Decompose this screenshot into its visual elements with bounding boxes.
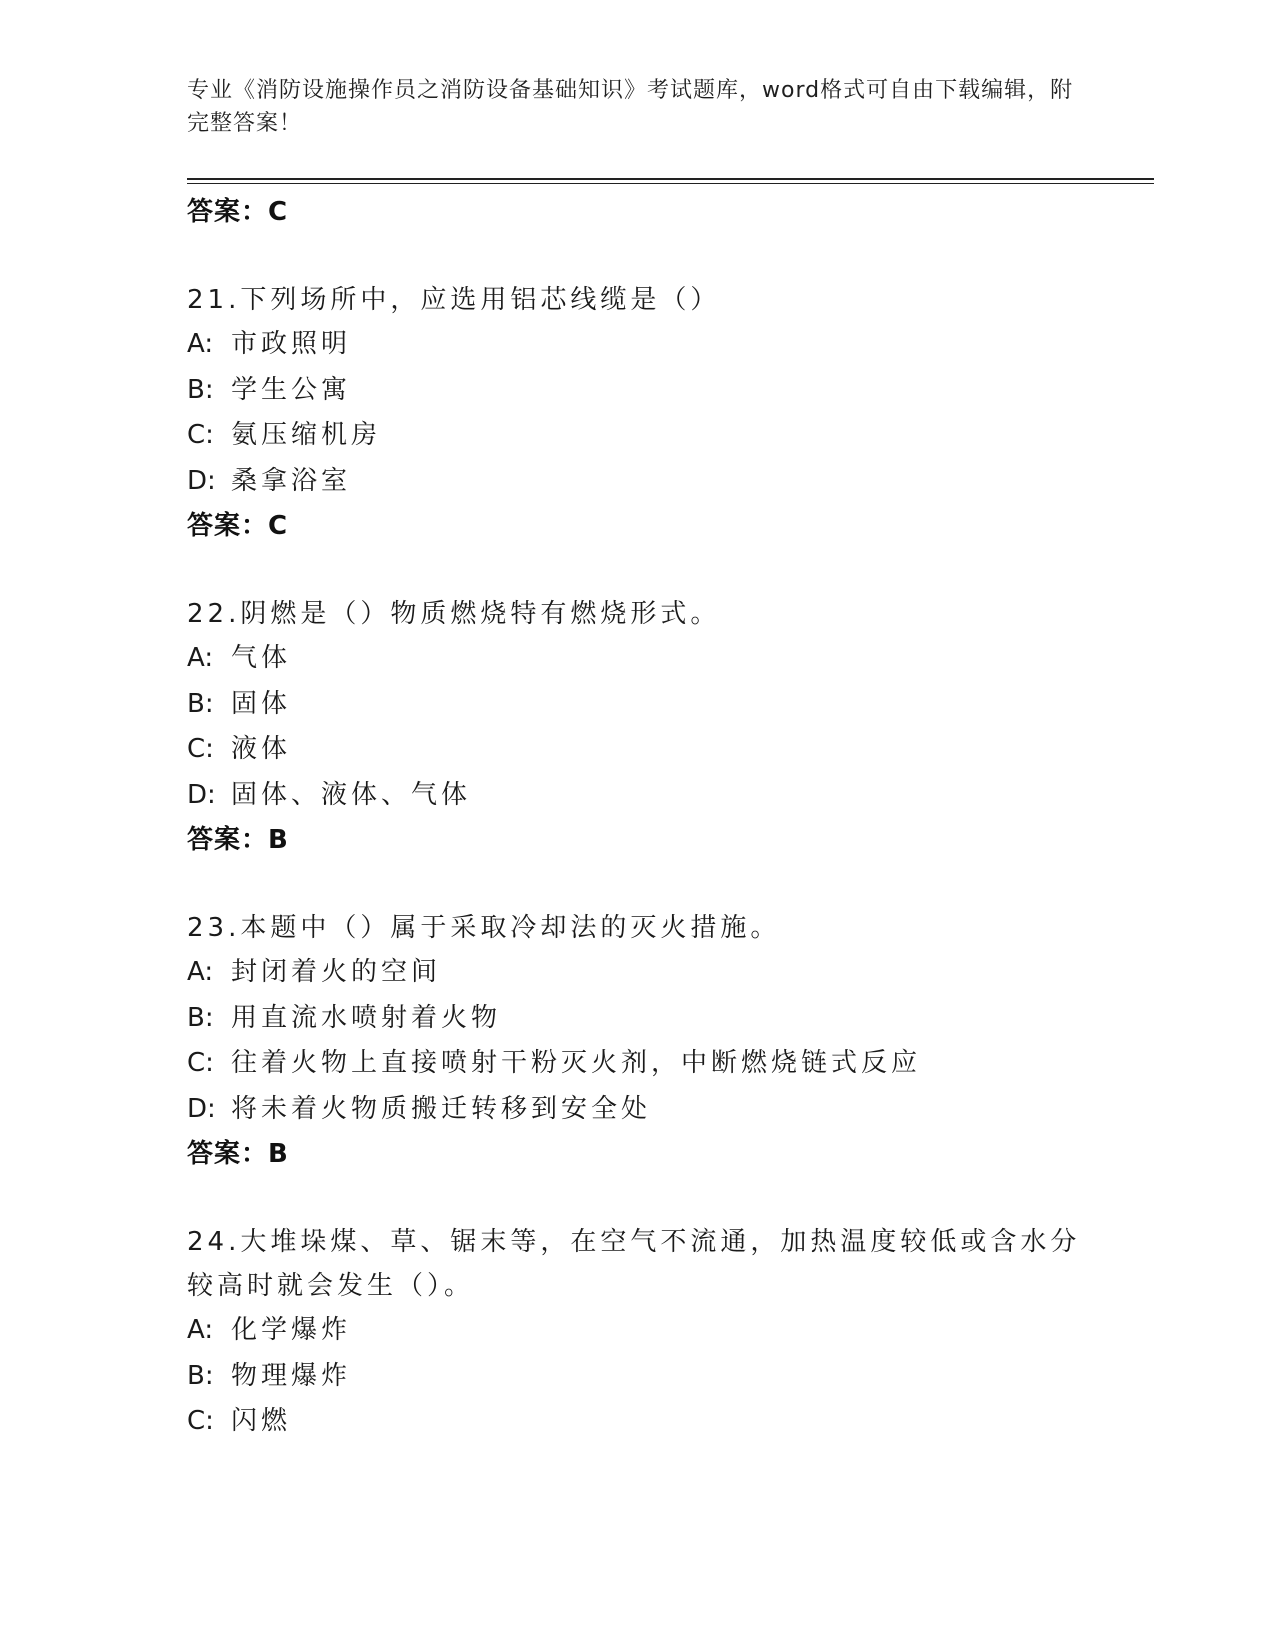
question-23 xyxy=(187,906,1107,1176)
option-b xyxy=(187,682,1107,728)
option-a xyxy=(187,1308,1107,1354)
header-rule-thin xyxy=(187,183,1154,184)
option-key: A: xyxy=(187,643,214,673)
question-stem: 21.下列场所中，应选用铝芯线缆是（） xyxy=(187,285,721,315)
header-note: 专业《消防设施操作员之消防设备基础知识》考试题库，word格式可自由下载编辑，附完整答案！ xyxy=(187,78,1074,136)
option-key: D: xyxy=(187,465,216,496)
option-text: 化学爆炸 xyxy=(231,1315,352,1345)
question-stem: 22.阴燃是（）物质燃烧特有燃烧形式。 xyxy=(187,599,721,629)
option-text: 往着火物上直接喷射干粉灭火剂，中断燃烧链式反应 xyxy=(231,1048,922,1078)
option-c xyxy=(187,1399,1107,1445)
option-b xyxy=(187,996,1107,1042)
option-text: 市政照明 xyxy=(231,329,352,359)
option-key: B: xyxy=(187,1360,214,1391)
option-key: D: xyxy=(187,779,216,810)
option-key: C: xyxy=(187,1048,214,1078)
option-text: 学生公寓 xyxy=(231,374,352,405)
option-key: B: xyxy=(187,374,214,405)
spacer xyxy=(187,234,1107,278)
option-c xyxy=(187,727,1107,773)
option-text: 闪燃 xyxy=(231,1406,292,1436)
option-text: 固体、液体、气体 xyxy=(231,779,472,810)
option-key: A: xyxy=(187,957,214,987)
option-text: 用直流水喷射着火物 xyxy=(231,1002,502,1033)
answer-line: 答案：C xyxy=(187,511,289,541)
option-key: A: xyxy=(187,329,214,359)
option-b xyxy=(187,1354,1107,1400)
option-d xyxy=(187,773,1107,819)
question-stem: 23.本题中（）属于采取冷却法的灭火措施。 xyxy=(187,913,781,943)
spacer xyxy=(187,862,1107,906)
option-text: 气体 xyxy=(231,643,292,673)
option-text: 将未着火物质搬迁转移到安全处 xyxy=(231,1093,652,1124)
option-key: C: xyxy=(187,1406,214,1436)
option-text: 固体 xyxy=(231,688,292,719)
option-c xyxy=(187,413,1107,459)
option-b xyxy=(187,368,1107,414)
option-c xyxy=(187,1041,1107,1087)
question-list xyxy=(187,190,1107,1445)
option-key: C: xyxy=(187,734,214,764)
option-a xyxy=(187,636,1107,682)
option-a xyxy=(187,950,1107,996)
spacer xyxy=(187,1176,1107,1220)
option-key: A: xyxy=(187,1315,214,1345)
option-d xyxy=(187,459,1107,505)
question-stem: 24.大堆垛煤、草、锯末等，在空气不流通，加热温度较低或含水分较高时就会发生（）。 xyxy=(187,1227,1081,1301)
option-text: 氨压缩机房 xyxy=(231,420,382,450)
answer-line: 答案：B xyxy=(187,1139,289,1169)
option-key: B: xyxy=(187,688,214,719)
option-key: C: xyxy=(187,420,214,450)
option-a xyxy=(187,322,1107,368)
option-text: 液体 xyxy=(231,734,292,764)
answer-line: 答案：B xyxy=(187,825,289,855)
header-rule-thick xyxy=(187,178,1154,180)
option-text: 封闭着火的空间 xyxy=(231,957,442,987)
option-key: B: xyxy=(187,1002,214,1033)
option-text: 物理爆炸 xyxy=(231,1360,352,1391)
answer-line: 答案：C xyxy=(187,197,289,227)
spacer xyxy=(187,548,1107,592)
question-24 xyxy=(187,1220,1107,1445)
question-21 xyxy=(187,278,1107,548)
option-d xyxy=(187,1087,1107,1133)
option-key: D: xyxy=(187,1093,216,1124)
question-22 xyxy=(187,592,1107,862)
option-text: 桑拿浴室 xyxy=(231,465,352,496)
